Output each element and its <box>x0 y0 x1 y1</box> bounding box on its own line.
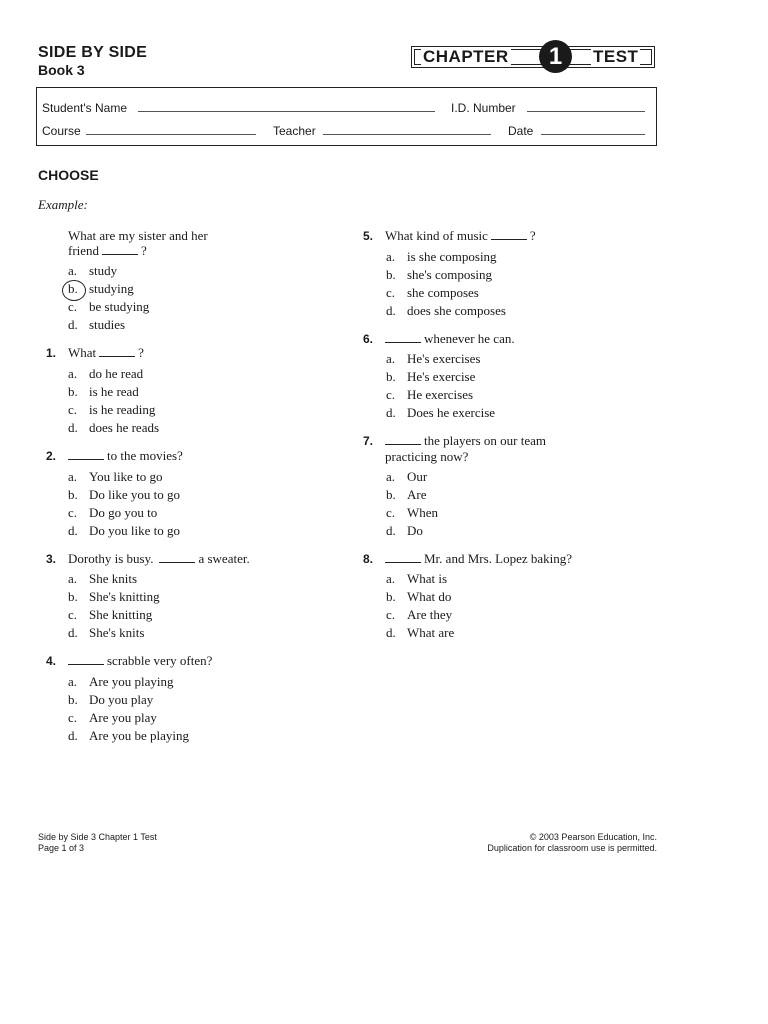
q5-option-b[interactable]: b. she's composing <box>386 267 493 282</box>
student-name-field[interactable] <box>138 111 435 112</box>
q2-option-d[interactable]: d. Do you like to go <box>68 523 180 538</box>
example-option-d[interactable]: d. studies <box>68 317 126 332</box>
q1-option-a[interactable]: a. do he read <box>68 366 144 381</box>
example-question-end: ? <box>141 243 147 258</box>
q3-option-b[interactable]: b. She's knitting <box>68 589 160 604</box>
q8-option-d[interactable]: d. What are <box>386 625 455 640</box>
student-name-label: Student's Name <box>42 101 128 115</box>
q3-option-d[interactable]: d. She's knits <box>68 625 145 640</box>
question-5: 5. What kind of music ? <box>363 228 536 243</box>
q6-option-c[interactable]: c. He exercises <box>386 387 474 402</box>
q1-option-c[interactable]: c. is he reading <box>68 402 156 417</box>
q4-option-c[interactable]: c. Are you play <box>68 710 157 725</box>
q5-option-d[interactable]: d. does she composes <box>386 303 506 318</box>
q5-option-c[interactable]: c. she composes <box>386 285 479 300</box>
id-number-field[interactable] <box>527 111 645 112</box>
course-label: Course <box>42 124 81 138</box>
example-option-c[interactable]: c. be studying <box>68 299 150 314</box>
q8-option-b[interactable]: b. What do <box>386 589 452 604</box>
example-question-line1: What are my sister and her <box>68 228 208 243</box>
q2-option-b[interactable]: b. Do like you to go <box>68 487 180 502</box>
footer-duplication-note: Duplication for classroom use is permitted. <box>487 843 657 853</box>
question-7: 7. the players on our team practicing now? <box>363 433 547 464</box>
date-label: Date <box>508 124 534 138</box>
answer-blank <box>102 244 138 255</box>
example-option-a[interactable]: a. study <box>68 263 118 278</box>
chapter-number-badge: 1 <box>539 40 572 73</box>
question-1: 1. What ? <box>46 345 144 360</box>
q3-option-c[interactable]: c. She knitting <box>68 607 153 622</box>
footer-test-title: Side by Side 3 Chapter 1 Test <box>38 832 157 842</box>
q1-option-b[interactable]: b. is he read <box>68 384 139 399</box>
example-question <box>68 228 208 258</box>
question-4: 4. scrabble very often? <box>46 653 213 668</box>
q7-option-c[interactable]: c. When <box>386 505 439 520</box>
q7-option-b[interactable]: b. Are <box>386 487 427 502</box>
q8-option-a[interactable]: a. What is <box>386 571 448 586</box>
footer-copyright: © 2003 Pearson Education, Inc. <box>529 832 657 842</box>
q7-option-d[interactable]: d. Do <box>386 523 423 538</box>
q3-option-a[interactable]: a. She knits <box>68 571 138 586</box>
teacher-field[interactable] <box>323 134 491 135</box>
q4-option-d[interactable]: d. Are you be playing <box>68 728 190 743</box>
q1-option-d[interactable]: d. does he reads <box>68 420 160 435</box>
q4-option-a[interactable]: a. Are you playing <box>68 674 174 689</box>
q4-option-b[interactable]: b. Do you play <box>68 692 154 707</box>
q8-option-c[interactable]: c. Are they <box>386 607 453 622</box>
id-number-label: I.D. Number <box>451 101 516 115</box>
example-question-line2: friend <box>68 243 100 258</box>
teacher-label: Teacher <box>273 124 316 138</box>
example-option-b[interactable]: b. studying <box>68 281 134 296</box>
q2-option-c[interactable]: c. Do go you to <box>68 505 158 520</box>
course-field[interactable] <box>86 134 256 135</box>
book-label: Book 3 <box>38 62 85 78</box>
question-8: 8. Mr. and Mrs. Lopez baking? <box>363 551 573 566</box>
answer-circle-mark <box>62 280 86 301</box>
footer-page-number: Page 1 of 3 <box>38 843 85 853</box>
student-info-box <box>36 87 657 146</box>
question-2: 2. to the movies? <box>46 448 183 463</box>
q6-option-b[interactable]: b. He's exercise <box>386 369 476 384</box>
test-word: TEST <box>593 47 639 66</box>
date-field[interactable] <box>541 134 645 135</box>
question-3: 3. Dorothy is busy. a sweater. <box>46 551 250 566</box>
chapter-word: CHAPTER <box>423 47 509 66</box>
example-label: Example: <box>38 197 88 212</box>
question-6: 6. whenever he can. <box>363 331 515 346</box>
q2-option-a[interactable]: a. You like to go <box>68 469 163 484</box>
q6-option-d[interactable]: d. Does he exercise <box>386 405 496 420</box>
footer-right <box>487 832 657 854</box>
q6-option-a[interactable]: a. He's exercises <box>386 351 481 366</box>
q7-option-a[interactable]: a. Our <box>386 469 428 484</box>
q5-option-a[interactable]: a. is she composing <box>386 249 497 264</box>
series-title: SIDE BY SIDE <box>38 44 148 61</box>
section-title: CHOOSE <box>38 167 99 183</box>
footer-left <box>38 832 157 854</box>
